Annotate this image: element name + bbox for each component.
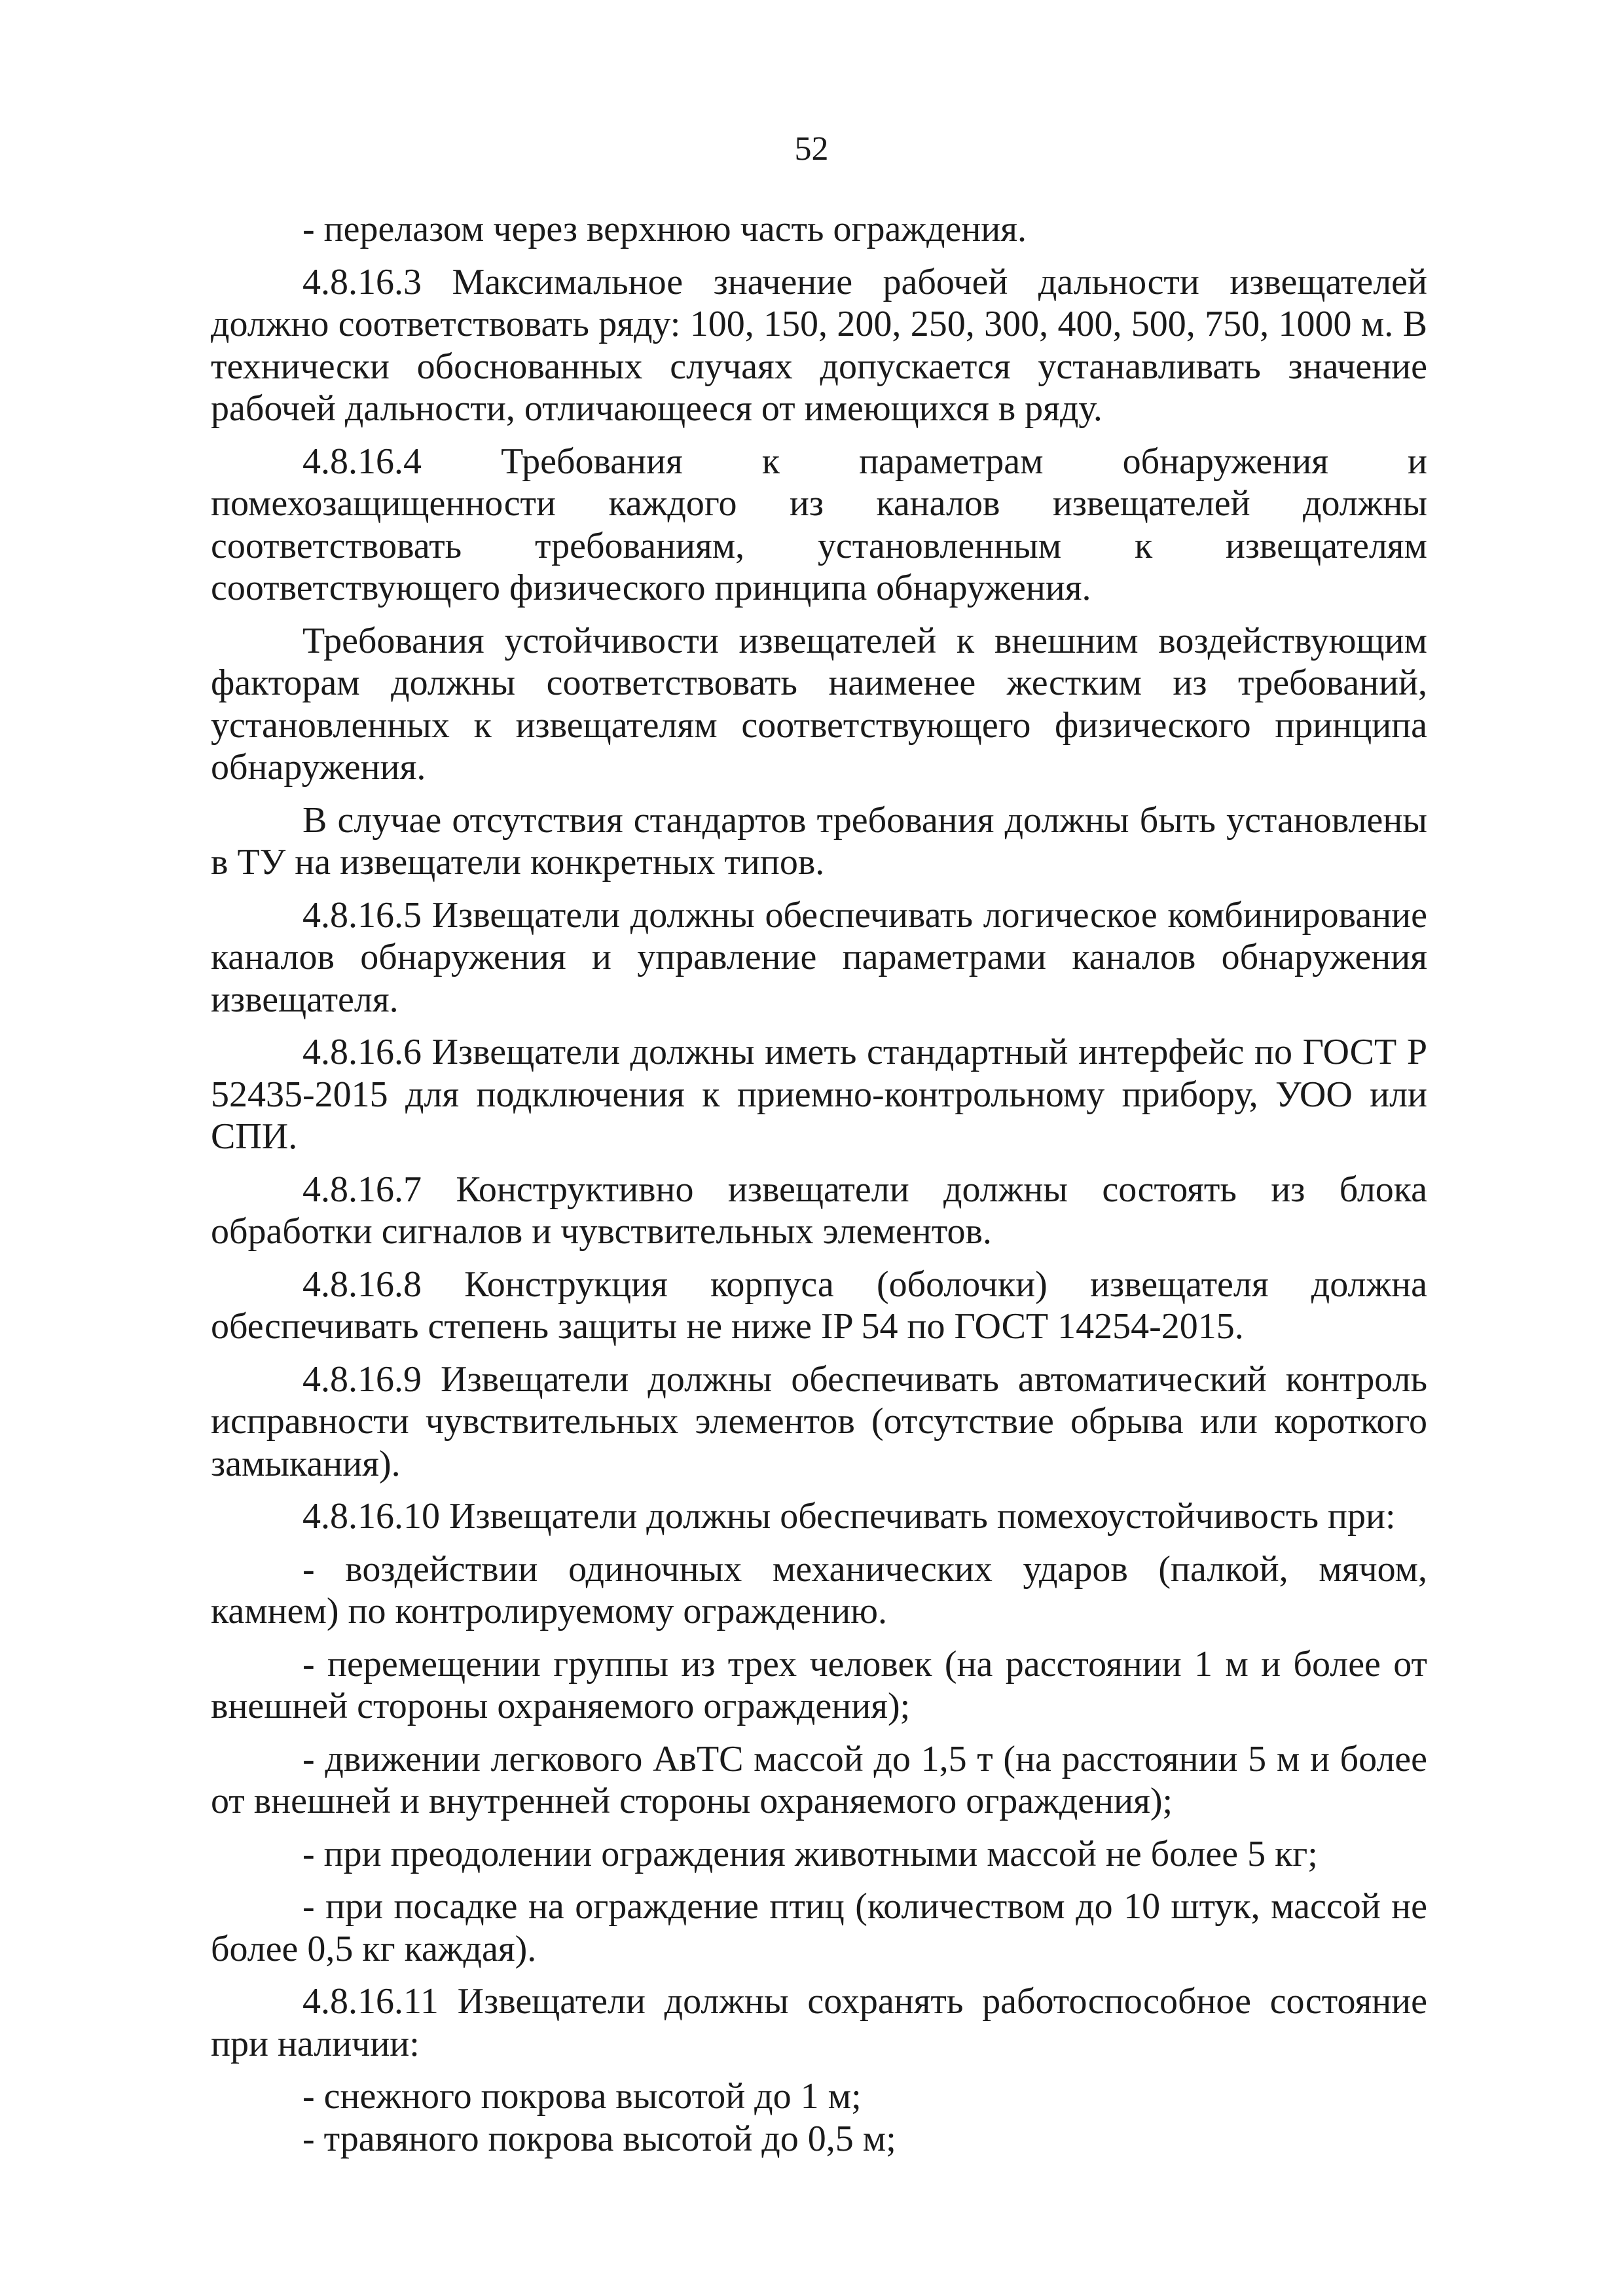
paragraph-4-8-16-10: 4.8.16.10 Извещатели должны обеспечивать помехоустойчивость при: bbox=[302, 1496, 1396, 1537]
paragraph-4-8-16-6: 4.8.16.6 Извещатели должны иметь стандартный интерфейс по ГОСТ Р 52435-2015 для подключения к приемно-контрольному прибору, УОО или СПИ. bbox=[211, 1032, 1427, 1157]
list-item-vehicle-movement: - движении легкового АвТС массой до 1,5 т (на расстоянии 5 м и более от внешней и внутренней стороны охраняемого ограждения); bbox=[211, 1738, 1427, 1821]
list-item-animals: - при преодолении ограждения животными массой не более 5 кг; bbox=[302, 1833, 1318, 1874]
list-item-impacts: - воздействии одиночных механических ударов (палкой, мячом, камнем) по контролируемому ограждению. bbox=[211, 1548, 1427, 1631]
list-item-group-movement: - перемещении группы из трех человек (на расстоянии 1 м и более от внешней стороны охраняемого ограждения); bbox=[211, 1643, 1427, 1726]
paragraph-4-8-16-8: 4.8.16.8 Конструкция корпуса (оболочки) извещателя должна обеспечивать степень защиты не ниже IP 54 по ГОСТ 14254-2015. bbox=[211, 1264, 1427, 1347]
list-item-grass-cover: - травяного покрова высотой до 0,5 м; bbox=[302, 2118, 896, 2159]
paragraph-stability-requirements: Требования устойчивости извещателей к внешним воздействующим факторам должны соответствовать наименее жестким из требований, установленных к извещателям соответствующего физического принципа обнаружения. bbox=[211, 620, 1427, 788]
paragraph-no-standards: В случае отсутствия стандартов требования должны быть установлены в ТУ на извещатели конкретных типов. bbox=[211, 799, 1427, 883]
paragraph-4-8-16-4: 4.8.16.4 Требования к параметрам обнаружения и помехозащищенности каждого из каналов извещателей должны соответствовать требованиям, установленным к извещателям соответствующего физического принципа обнаружения. bbox=[211, 441, 1427, 608]
list-item-birds: - при посадке на ограждение птиц (количеством до 10 штук, массой не более 0,5 кг каждая). bbox=[211, 1886, 1427, 1969]
paragraph-4-8-16-11: 4.8.16.11 Извещатели должны сохранять работоспособное состояние при наличии: bbox=[211, 1981, 1427, 2064]
paragraph-4-8-16-3: 4.8.16.3 Максимальное значение рабочей дальности извещателей должно соответствовать ряду: 100, 150, 200, 250, 300, 400, 500, 750, 1000 м. В технически обоснованных случаях допускается устанавливать значение рабочей дальности, отличающееся от имеющихся в ряду. bbox=[211, 261, 1427, 429]
paragraph-continuation: - перелазом через верхнюю часть ограждения. bbox=[302, 209, 1027, 249]
paragraph-4-8-16-7: 4.8.16.7 Конструктивно извещатели должны состоять из блока обработки сигналов и чувствительных элементов. bbox=[211, 1169, 1427, 1252]
document-body bbox=[211, 208, 1427, 2160]
list-item-snow-cover: - снежного покрова высотой до 1 м; bbox=[302, 2076, 862, 2117]
paragraph-4-8-16-9: 4.8.16.9 Извещатели должны обеспечивать автоматический контроль исправности чувствительных элементов (отсутствие обрыва или короткого замыкания). bbox=[211, 1358, 1427, 1484]
paragraph-4-8-16-5: 4.8.16.5 Извещатели должны обеспечивать логическое комбинирование каналов обнаружения и управление параметрами каналов обнаружения извещателя. bbox=[211, 894, 1427, 1020]
page-number: 52 bbox=[794, 130, 829, 168]
